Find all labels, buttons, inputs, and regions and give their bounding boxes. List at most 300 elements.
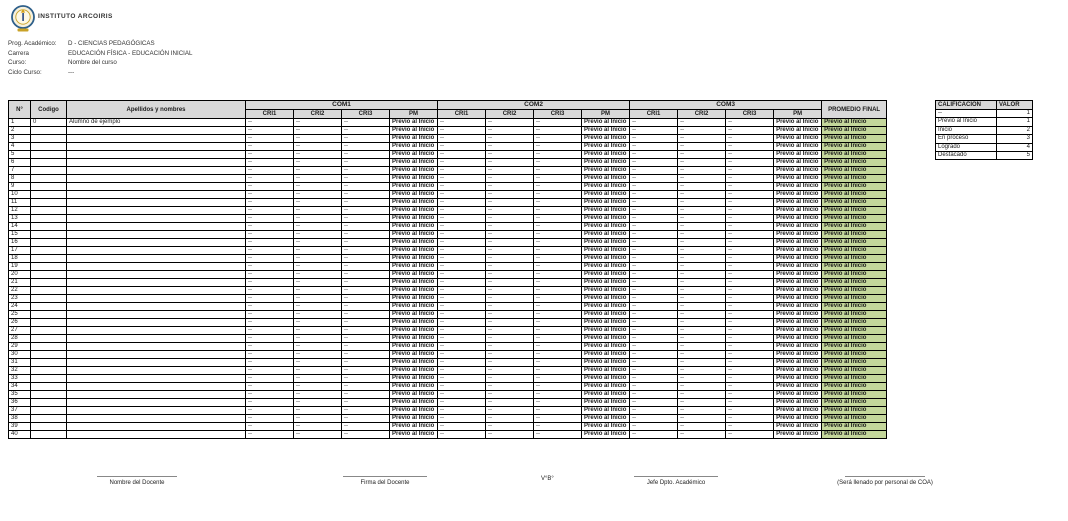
cell-com1-cri3: -- (342, 391, 390, 399)
cell-com3-cri2: -- (678, 311, 726, 319)
col-header-com2-cri2: CRI2 (486, 110, 534, 119)
cell-nombres (67, 335, 246, 343)
cell-com1-cri3: -- (342, 199, 390, 207)
cell-com2-cri3: -- (534, 295, 582, 303)
cell-com3-cri3: -- (726, 295, 774, 303)
cell-nombres (67, 151, 246, 159)
cell-com1-pm: Previo al Inicio (390, 319, 438, 327)
cell-nombres (67, 303, 246, 311)
cell-com3-cri3: -- (726, 175, 774, 183)
col-header-com1-cri3: CRI3 (342, 110, 390, 119)
cell-com3-pm: Previo al Inicio (774, 279, 822, 287)
cell-com2-cri2: -- (486, 151, 534, 159)
table-row (9, 231, 887, 239)
table-row (9, 407, 887, 415)
cell-com1-cri1: -- (246, 383, 294, 391)
cell-com1-cri2: -- (294, 327, 342, 335)
cell-numero: 17 (9, 247, 31, 255)
legend-row (936, 126, 1033, 134)
cell-com2-cri3: -- (534, 119, 582, 127)
cell-com3-pm: Previo al Inicio (774, 375, 822, 383)
cell-com1-cri2: -- (294, 215, 342, 223)
table-row (9, 303, 887, 311)
col-header-numero: N° (9, 101, 31, 119)
cell-com2-cri3: -- (534, 319, 582, 327)
cell-numero: 22 (9, 287, 31, 295)
cell-com1-cri3: -- (342, 303, 390, 311)
cell-com1-cri2: -- (294, 143, 342, 151)
cell-com3-cri1: -- (630, 231, 678, 239)
cell-com3-cri3: -- (726, 127, 774, 135)
cell-com1-pm: Previo al Inicio (390, 143, 438, 151)
cell-codigo (31, 287, 67, 295)
cell-com3-pm: Previo al Inicio (774, 415, 822, 423)
cell-com3-cri2: -- (678, 287, 726, 295)
cell-com3-cri3: -- (726, 231, 774, 239)
cell-com3-pm: Previo al Inicio (774, 287, 822, 295)
cell-com2-cri1: -- (438, 303, 486, 311)
cell-com2-cri2: -- (486, 183, 534, 191)
table-row (9, 151, 887, 159)
cell-promedio-final: Previo al Inicio (822, 135, 887, 143)
cell-com1-cri2: -- (294, 151, 342, 159)
cell-numero: 5 (9, 151, 31, 159)
info-value-prog-academico: D - CIENCIAS PEDAGÓGICAS (68, 40, 155, 47)
cell-com3-cri2: -- (678, 191, 726, 199)
cell-com2-cri3: -- (534, 263, 582, 271)
cell-nombres (67, 407, 246, 415)
cell-com3-pm: Previo al Inicio (774, 199, 822, 207)
cell-com1-cri2: -- (294, 127, 342, 135)
cell-com1-cri2: -- (294, 199, 342, 207)
cell-com1-cri1: -- (246, 143, 294, 151)
cell-numero: 23 (9, 295, 31, 303)
cell-com1-cri3: -- (342, 119, 390, 127)
cell-com3-cri1: -- (630, 335, 678, 343)
cell-promedio-final: Previo al Inicio (822, 311, 887, 319)
cell-com2-cri1: -- (438, 151, 486, 159)
cell-com1-cri3: -- (342, 367, 390, 375)
legend-valor-value: 3 (997, 135, 1033, 143)
cell-numero: 10 (9, 191, 31, 199)
cell-com1-cri1: -- (246, 199, 294, 207)
cell-com2-cri2: -- (486, 263, 534, 271)
cell-com3-cri2: -- (678, 159, 726, 167)
cell-com2-pm: Previo al Inicio (582, 239, 630, 247)
cell-com2-cri3: -- (534, 191, 582, 199)
cell-com3-cri2: -- (678, 127, 726, 135)
cell-com2-cri1: -- (438, 207, 486, 215)
cell-codigo (31, 391, 67, 399)
cell-nombres (67, 375, 246, 383)
col-header-com3-pm: PM (774, 110, 822, 119)
cell-com3-pm: Previo al Inicio (774, 271, 822, 279)
cell-com2-cri3: -- (534, 303, 582, 311)
cell-codigo (31, 143, 67, 151)
institute-name: INSTITUTO ARCOIRIS (38, 13, 113, 20)
cell-com3-cri1: -- (630, 143, 678, 151)
cell-promedio-final: Previo al Inicio (822, 239, 887, 247)
cell-com1-cri1: -- (246, 375, 294, 383)
cell-com1-pm: Previo al Inicio (390, 391, 438, 399)
cell-com2-pm: Previo al Inicio (582, 319, 630, 327)
cell-com1-cri2: -- (294, 415, 342, 423)
cell-com2-cri3: -- (534, 399, 582, 407)
cell-com1-cri1: -- (246, 399, 294, 407)
cell-numero: 8 (9, 175, 31, 183)
cell-promedio-final: Previo al Inicio (822, 223, 887, 231)
cell-com1-cri3: -- (342, 207, 390, 215)
cell-com2-cri3: -- (534, 327, 582, 335)
cell-com2-cri2: -- (486, 215, 534, 223)
cell-nombres (67, 383, 246, 391)
cell-com2-cri3: -- (534, 367, 582, 375)
cell-com3-pm: Previo al Inicio (774, 367, 822, 375)
cell-com3-cri3: -- (726, 247, 774, 255)
cell-com2-pm: Previo al Inicio (582, 127, 630, 135)
cell-codigo (31, 367, 67, 375)
info-label-prog-academico: Prog. Académico: (8, 40, 57, 47)
cell-nombres (67, 263, 246, 271)
cell-com3-cri2: -- (678, 431, 726, 439)
cell-codigo (31, 303, 67, 311)
cell-com3-cri1: -- (630, 215, 678, 223)
cell-com3-cri3: -- (726, 223, 774, 231)
cell-numero: 1 (9, 119, 31, 127)
cell-com2-cri2: -- (486, 287, 534, 295)
cell-com1-pm: Previo al Inicio (390, 383, 438, 391)
col-header-com3-cri1: CRI1 (630, 110, 678, 119)
cell-com2-pm: Previo al Inicio (582, 223, 630, 231)
cell-nombres (67, 127, 246, 135)
cell-com1-cri2: -- (294, 247, 342, 255)
cell-com2-cri1: -- (438, 279, 486, 287)
cell-codigo (31, 311, 67, 319)
cell-com1-pm: Previo al Inicio (390, 247, 438, 255)
cell-com2-cri1: -- (438, 295, 486, 303)
cell-promedio-final: Previo al Inicio (822, 327, 887, 335)
cell-com3-cri3: -- (726, 271, 774, 279)
table-row (9, 391, 887, 399)
cell-promedio-final: Previo al Inicio (822, 423, 887, 431)
cell-com1-pm: Previo al Inicio (390, 431, 438, 439)
cell-com2-cri2: -- (486, 423, 534, 431)
cell-codigo (31, 247, 67, 255)
col-header-com3: COM3 (630, 101, 822, 110)
cell-com2-cri2: -- (486, 351, 534, 359)
cell-numero: 4 (9, 143, 31, 151)
cell-promedio-final: Previo al Inicio (822, 399, 887, 407)
cell-com3-cri2: -- (678, 119, 726, 127)
cell-com1-pm: Previo al Inicio (390, 311, 438, 319)
cell-com2-cri2: -- (486, 239, 534, 247)
cell-com1-cri3: -- (342, 279, 390, 287)
cell-com3-pm: Previo al Inicio (774, 143, 822, 151)
cell-nombres (67, 399, 246, 407)
cell-com3-cri3: -- (726, 423, 774, 431)
cell-com3-pm: Previo al Inicio (774, 159, 822, 167)
cell-com1-pm: Previo al Inicio (390, 239, 438, 247)
cell-com3-cri2: -- (678, 263, 726, 271)
cell-com2-pm: Previo al Inicio (582, 311, 630, 319)
cell-codigo (31, 127, 67, 135)
cell-com2-cri2: -- (486, 271, 534, 279)
table-row (9, 351, 887, 359)
cell-com1-pm: Previo al Inicio (390, 303, 438, 311)
table-row (9, 223, 887, 231)
cell-com2-cri3: -- (534, 127, 582, 135)
cell-codigo (31, 183, 67, 191)
cell-com3-cri3: -- (726, 415, 774, 423)
cell-com2-cri1: -- (438, 367, 486, 375)
cell-com2-cri1: -- (438, 399, 486, 407)
cell-com2-cri2: -- (486, 303, 534, 311)
cell-promedio-final: Previo al Inicio (822, 407, 887, 415)
cell-com2-pm: Previo al Inicio (582, 167, 630, 175)
cell-numero: 20 (9, 271, 31, 279)
cell-com2-pm: Previo al Inicio (582, 263, 630, 271)
cell-codigo: 0 (31, 119, 67, 127)
info-label-ciclo-curso: Ciclo Curso: (8, 68, 42, 76)
cell-com3-cri2: -- (678, 375, 726, 383)
table-row (9, 247, 887, 255)
col-header-com2: COM2 (438, 101, 630, 110)
cell-com1-cri2: -- (294, 271, 342, 279)
cell-com2-cri3: -- (534, 287, 582, 295)
table-row (9, 335, 887, 343)
cell-com3-cri2: -- (678, 351, 726, 359)
cell-nombres (67, 223, 246, 231)
cell-numero: 32 (9, 367, 31, 375)
cell-com3-cri3: -- (726, 407, 774, 415)
vobo-mark: V°B° (541, 476, 554, 482)
cell-com3-cri1: -- (630, 359, 678, 367)
cell-codigo (31, 383, 67, 391)
signature-label: (Será llenado por personal de COA) (837, 479, 933, 486)
cell-com1-cri2: -- (294, 335, 342, 343)
cell-com1-cri2: -- (294, 367, 342, 375)
cell-com1-cri3: -- (342, 247, 390, 255)
cell-com2-cri2: -- (486, 247, 534, 255)
cell-com2-cri2: -- (486, 391, 534, 399)
cell-com2-pm: Previo al Inicio (582, 135, 630, 143)
cell-promedio-final: Previo al Inicio (822, 255, 887, 263)
cell-nombres (67, 207, 246, 215)
cell-com2-cri2: -- (486, 415, 534, 423)
cell-com2-cri1: -- (438, 239, 486, 247)
cell-com1-cri1: -- (246, 151, 294, 159)
cell-com1-pm: Previo al Inicio (390, 423, 438, 431)
cell-com3-cri2: -- (678, 135, 726, 143)
cell-com2-cri2: -- (486, 135, 534, 143)
cell-com2-cri1: -- (438, 175, 486, 183)
cell-com2-cri3: -- (534, 335, 582, 343)
cell-com2-pm: Previo al Inicio (582, 391, 630, 399)
cell-com2-cri1: -- (438, 247, 486, 255)
cell-promedio-final: Previo al Inicio (822, 231, 887, 239)
cell-numero: 24 (9, 303, 31, 311)
cell-com2-cri1: -- (438, 159, 486, 167)
cell-com3-pm: Previo al Inicio (774, 231, 822, 239)
cell-promedio-final: Previo al Inicio (822, 127, 887, 135)
cell-com2-pm: Previo al Inicio (582, 255, 630, 263)
cell-codigo (31, 279, 67, 287)
cell-com1-cri3: -- (342, 343, 390, 351)
table-row (9, 119, 887, 127)
cell-com3-pm: Previo al Inicio (774, 223, 822, 231)
cell-com1-cri2: -- (294, 119, 342, 127)
cell-com3-cri3: -- (726, 367, 774, 375)
legend-calificacion-value: Destacado (936, 152, 997, 160)
cell-com2-cri1: -- (438, 191, 486, 199)
cell-com1-cri3: -- (342, 407, 390, 415)
cell-com1-pm: Previo al Inicio (390, 359, 438, 367)
signature-label: Jefe Dpto. Académico (646, 479, 706, 486)
cell-promedio-final: Previo al Inicio (822, 119, 887, 127)
institute-logo-icon (10, 4, 37, 34)
col-header-nombres: Apellidos y nombres (67, 101, 246, 119)
cell-codigo (31, 431, 67, 439)
cell-com2-cri3: -- (534, 143, 582, 151)
cell-numero: 11 (9, 199, 31, 207)
cell-com3-cri3: -- (726, 263, 774, 271)
cell-numero: 15 (9, 231, 31, 239)
cell-com2-pm: Previo al Inicio (582, 151, 630, 159)
info-value-curso: Nombre del curso (68, 59, 117, 67)
cell-com1-cri2: -- (294, 175, 342, 183)
cell-com1-cri3: -- (342, 167, 390, 175)
cell-nombres (67, 183, 246, 191)
cell-com1-cri1: -- (246, 223, 294, 231)
cell-numero: 25 (9, 311, 31, 319)
cell-com1-cri2: -- (294, 295, 342, 303)
cell-com3-pm: Previo al Inicio (774, 383, 822, 391)
cell-com2-cri2: -- (486, 191, 534, 199)
table-row (9, 127, 887, 135)
signature-line (343, 476, 427, 477)
cell-com1-pm: Previo al Inicio (390, 231, 438, 239)
cell-com1-cri3: -- (342, 215, 390, 223)
legend-valor-value: 1 (997, 110, 1033, 118)
cell-com2-pm: Previo al Inicio (582, 399, 630, 407)
legend-valor-value: 2 (997, 126, 1033, 134)
cell-nombres (67, 431, 246, 439)
cell-promedio-final: Previo al Inicio (822, 359, 887, 367)
cell-nombres (67, 279, 246, 287)
cell-com2-pm: Previo al Inicio (582, 215, 630, 223)
table-row (9, 367, 887, 375)
table-row (9, 359, 887, 367)
cell-com1-pm: Previo al Inicio (390, 343, 438, 351)
cell-codigo (31, 159, 67, 167)
cell-com3-cri2: -- (678, 247, 726, 255)
cell-com3-cri1: -- (630, 255, 678, 263)
cell-com3-pm: Previo al Inicio (774, 319, 822, 327)
cell-com1-pm: Previo al Inicio (390, 223, 438, 231)
cell-promedio-final: Previo al Inicio (822, 351, 887, 359)
cell-codigo (31, 207, 67, 215)
cell-com2-cri2: -- (486, 167, 534, 175)
table-row (9, 383, 887, 391)
cell-numero: 36 (9, 399, 31, 407)
cell-com1-cri3: -- (342, 135, 390, 143)
cell-com3-pm: Previo al Inicio (774, 247, 822, 255)
cell-com1-cri3: -- (342, 383, 390, 391)
cell-codigo (31, 295, 67, 303)
cell-com2-pm: Previo al Inicio (582, 191, 630, 199)
cell-com1-cri3: -- (342, 327, 390, 335)
cell-com3-cri3: -- (726, 311, 774, 319)
cell-com2-cri2: -- (486, 327, 534, 335)
legend-row (936, 143, 1033, 151)
cell-com1-pm: Previo al Inicio (390, 263, 438, 271)
cell-promedio-final: Previo al Inicio (822, 151, 887, 159)
cell-com3-cri2: -- (678, 199, 726, 207)
cell-com3-cri2: -- (678, 295, 726, 303)
cell-nombres (67, 359, 246, 367)
cell-nombres (67, 423, 246, 431)
cell-com2-cri3: -- (534, 135, 582, 143)
cell-com3-cri2: -- (678, 303, 726, 311)
cell-numero: 9 (9, 183, 31, 191)
signature-line (845, 476, 925, 477)
legend-header-valor: VALOR (997, 101, 1033, 110)
table-row (9, 343, 887, 351)
cell-com1-cri2: -- (294, 383, 342, 391)
cell-com1-cri1: -- (246, 239, 294, 247)
cell-com3-cri3: -- (726, 359, 774, 367)
cell-promedio-final: Previo al Inicio (822, 415, 887, 423)
cell-com3-pm: Previo al Inicio (774, 343, 822, 351)
cell-com2-cri1: -- (438, 311, 486, 319)
course-info-block (8, 40, 192, 76)
cell-com1-cri1: -- (246, 231, 294, 239)
cell-com3-cri1: -- (630, 247, 678, 255)
cell-com2-cri1: -- (438, 407, 486, 415)
cell-com1-cri3: -- (342, 423, 390, 431)
cell-com1-cri3: -- (342, 335, 390, 343)
cell-com3-cri2: -- (678, 215, 726, 223)
cell-com2-pm: Previo al Inicio (582, 367, 630, 375)
cell-com2-cri1: -- (438, 119, 486, 127)
cell-com2-cri2: -- (486, 295, 534, 303)
cell-com1-cri2: -- (294, 319, 342, 327)
table-row (9, 319, 887, 327)
cell-numero: 35 (9, 391, 31, 399)
cell-com2-cri2: -- (486, 175, 534, 183)
cell-com1-cri2: -- (294, 167, 342, 175)
cell-com2-cri3: -- (534, 423, 582, 431)
cell-codigo (31, 319, 67, 327)
cell-com1-cri3: -- (342, 263, 390, 271)
cell-nombres (67, 255, 246, 263)
table-row (9, 271, 887, 279)
cell-com3-pm: Previo al Inicio (774, 359, 822, 367)
cell-numero: 13 (9, 215, 31, 223)
cell-com3-cri1: -- (630, 319, 678, 327)
cell-codigo (31, 199, 67, 207)
cell-codigo (31, 415, 67, 423)
cell-com3-pm: Previo al Inicio (774, 151, 822, 159)
grade-table (8, 100, 887, 439)
cell-numero: 29 (9, 343, 31, 351)
cell-com3-cri2: -- (678, 327, 726, 335)
table-row (9, 199, 887, 207)
cell-com2-pm: Previo al Inicio (582, 159, 630, 167)
cell-com2-cri3: -- (534, 199, 582, 207)
table-row (9, 423, 887, 431)
cell-numero: 40 (9, 431, 31, 439)
